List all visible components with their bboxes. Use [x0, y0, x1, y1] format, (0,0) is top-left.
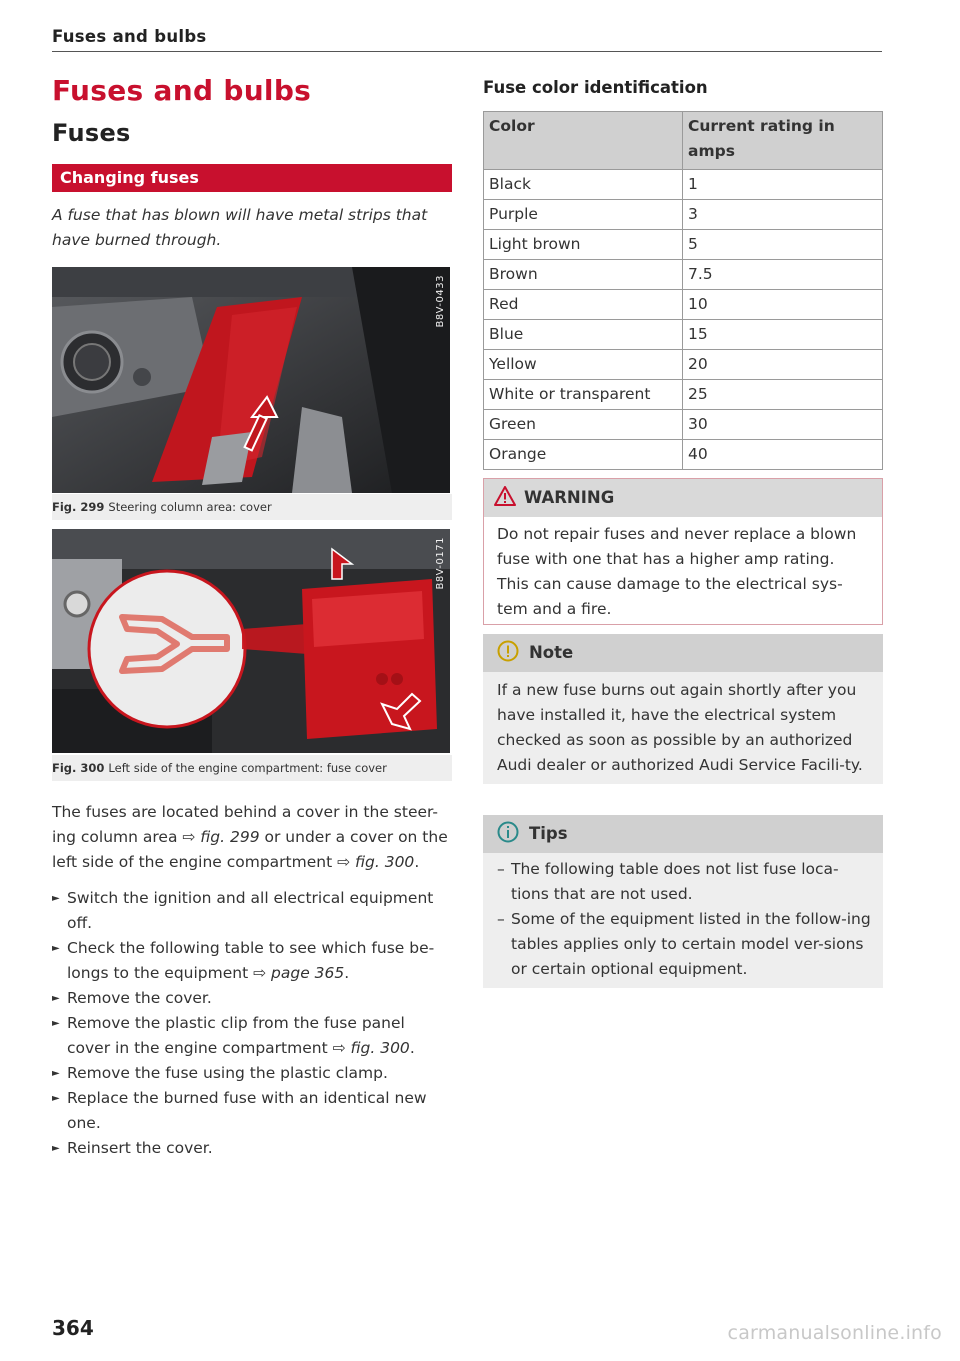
step-arrow-icon: ►: [52, 1068, 60, 1079]
running-header: Fuses and bulbs: [52, 27, 207, 46]
cell-rating: 30: [683, 410, 883, 440]
warning-triangle-icon: [494, 486, 516, 506]
step-arrow-icon: ►: [52, 1093, 60, 1104]
step-text-end: .: [409, 1039, 415, 1057]
figure-299-caption: [52, 494, 452, 520]
step-text: Check the following table to see which fuse be-longs to the equipment: [67, 939, 435, 982]
table-row: [484, 230, 883, 260]
cell-color: White or transparent: [484, 380, 683, 410]
tips-dash: –: [497, 910, 505, 928]
tips-title: Tips: [529, 824, 568, 843]
tips-item: [497, 907, 873, 982]
cell-color: Light brown: [484, 230, 683, 260]
step-text: Remove the cover.: [67, 989, 212, 1007]
table-row: [484, 350, 883, 380]
step-text: Remove the fuse using the plastic clamp.: [67, 1064, 388, 1082]
figure-299-code: B8V-0433: [435, 275, 446, 328]
page-number: 364: [52, 1316, 94, 1340]
step-item: [52, 1061, 452, 1086]
cell-rating: 10: [683, 290, 883, 320]
cell-rating: 3: [683, 200, 883, 230]
cell-rating: 25: [683, 380, 883, 410]
figure-299-label: Fig. 299: [52, 500, 105, 514]
body-text-2: or under a cover on the left side of the engine compartment: [52, 828, 448, 871]
step-item: [52, 936, 452, 986]
column-header-rating: Current rating in amps: [683, 112, 883, 170]
tips-item-text: The following table does not list fuse loca-tions that are not used.: [511, 860, 839, 903]
location-paragraph: [52, 800, 452, 875]
figure-300-caption: [52, 755, 452, 781]
fig-300-link[interactable]: ⇨ fig. 300: [337, 853, 415, 871]
section-title: Fuses: [52, 119, 131, 147]
cell-color: Purple: [484, 200, 683, 230]
cell-color: Orange: [484, 440, 683, 470]
cell-color: Black: [484, 170, 683, 200]
note-header: [483, 634, 883, 672]
info-icon: [497, 821, 519, 843]
table-row: [484, 170, 883, 200]
page-365-link[interactable]: ⇨ page 365: [253, 964, 345, 982]
step-item: [52, 1086, 452, 1136]
figure-300-label: Fig. 300: [52, 761, 105, 775]
note-text: If a new fuse burns out again shortly after you have installed it, have the electrical system checked as soon as possible by an authorized Audi dealer or authorized Audi Service Facili-ty.: [497, 681, 863, 774]
tips-box: [483, 815, 883, 988]
figure-300-caption-text: Left side of the engine compartment: fuse cover: [108, 761, 387, 775]
table-row: [484, 290, 883, 320]
procedure-steps: [52, 886, 452, 1161]
step-arrow-icon: ►: [52, 943, 60, 954]
cell-rating: 5: [683, 230, 883, 260]
body-text-1: The fuses are located behind a cover in the steer-ing column area: [52, 803, 438, 846]
step-item: [52, 1011, 452, 1061]
cell-rating: 20: [683, 350, 883, 380]
figure-300-code: B8V-0171: [435, 537, 446, 590]
engine-compartment-illustration: [52, 529, 450, 753]
table-row: [484, 260, 883, 290]
cell-color: Brown: [484, 260, 683, 290]
header-rule: [52, 51, 882, 52]
step-item: [52, 986, 452, 1011]
figure-300-engine-compartment-photo: [52, 529, 450, 753]
subsection-title-bar: Changing fuses: [52, 164, 452, 192]
intro-text: A fuse that has blown will have metal strips that have burned through.: [52, 206, 428, 249]
step-text: Reinsert the cover.: [67, 1139, 213, 1157]
column-header-color: Color: [484, 112, 683, 170]
table-row: [484, 200, 883, 230]
figure-299-steering-column-photo: [52, 267, 450, 493]
warning-header: [484, 479, 882, 517]
tips-header: [483, 815, 883, 853]
table-header-row: [484, 112, 883, 170]
cell-color: Red: [484, 290, 683, 320]
step-text-end: .: [344, 964, 350, 982]
cell-color: Yellow: [484, 350, 683, 380]
note-box: [483, 634, 883, 784]
step-arrow-icon: ►: [52, 893, 60, 904]
cell-rating: 15: [683, 320, 883, 350]
fig-300-link[interactable]: ⇨ fig. 300: [332, 1039, 410, 1057]
right-column: [483, 72, 883, 978]
warning-text: Do not repair fuses and never replace a blown fuse with one that has a higher amp rating. This can cause damage to the electrical sys-tem and a fire.: [497, 525, 857, 618]
note-title: Note: [529, 643, 574, 662]
cell-rating: 1: [683, 170, 883, 200]
step-item: [52, 886, 452, 936]
body-text-3: .: [414, 853, 420, 871]
step-arrow-icon: ►: [52, 1143, 60, 1154]
table-title: Fuse color identification: [483, 78, 708, 97]
table-row: [484, 410, 883, 440]
tips-dash: –: [497, 860, 505, 878]
note-exclamation-icon: [497, 640, 519, 662]
cell-rating: 7.5: [683, 260, 883, 290]
cell-color: Green: [484, 410, 683, 440]
chapter-title: Fuses and bulbs: [52, 74, 312, 107]
warning-title: WARNING: [524, 488, 615, 507]
left-column: [52, 72, 452, 253]
step-item: [52, 1136, 452, 1161]
tips-item: [497, 857, 873, 907]
warning-box: [483, 478, 883, 625]
table-row: [484, 320, 883, 350]
step-arrow-icon: ►: [52, 993, 60, 1004]
table-row: [484, 440, 883, 470]
cell-color: Blue: [484, 320, 683, 350]
tips-item-text: Some of the equipment listed in the follow-ing tables applies only to certain model ver-sions or certain optional equipment.: [511, 910, 871, 978]
steering-column-illustration: [52, 267, 450, 493]
step-arrow-icon: ►: [52, 1018, 60, 1029]
step-text: Switch the ignition and all electrical equipment off.: [67, 889, 434, 932]
fuse-color-table: [483, 111, 883, 470]
tips-list: [483, 853, 883, 988]
cell-rating: 40: [683, 440, 883, 470]
body-text: [52, 800, 452, 1161]
watermark: carmanualsonline.info: [727, 1322, 942, 1344]
table-row: [484, 380, 883, 410]
step-text: Replace the burned fuse with an identical new one.: [67, 1089, 427, 1132]
step-text: Remove the plastic clip from the fuse panel cover in the engine compartment: [67, 1014, 405, 1057]
fig-299-link[interactable]: ⇨ fig. 299: [182, 828, 260, 846]
figure-299-caption-text: Steering column area: cover: [108, 500, 272, 514]
